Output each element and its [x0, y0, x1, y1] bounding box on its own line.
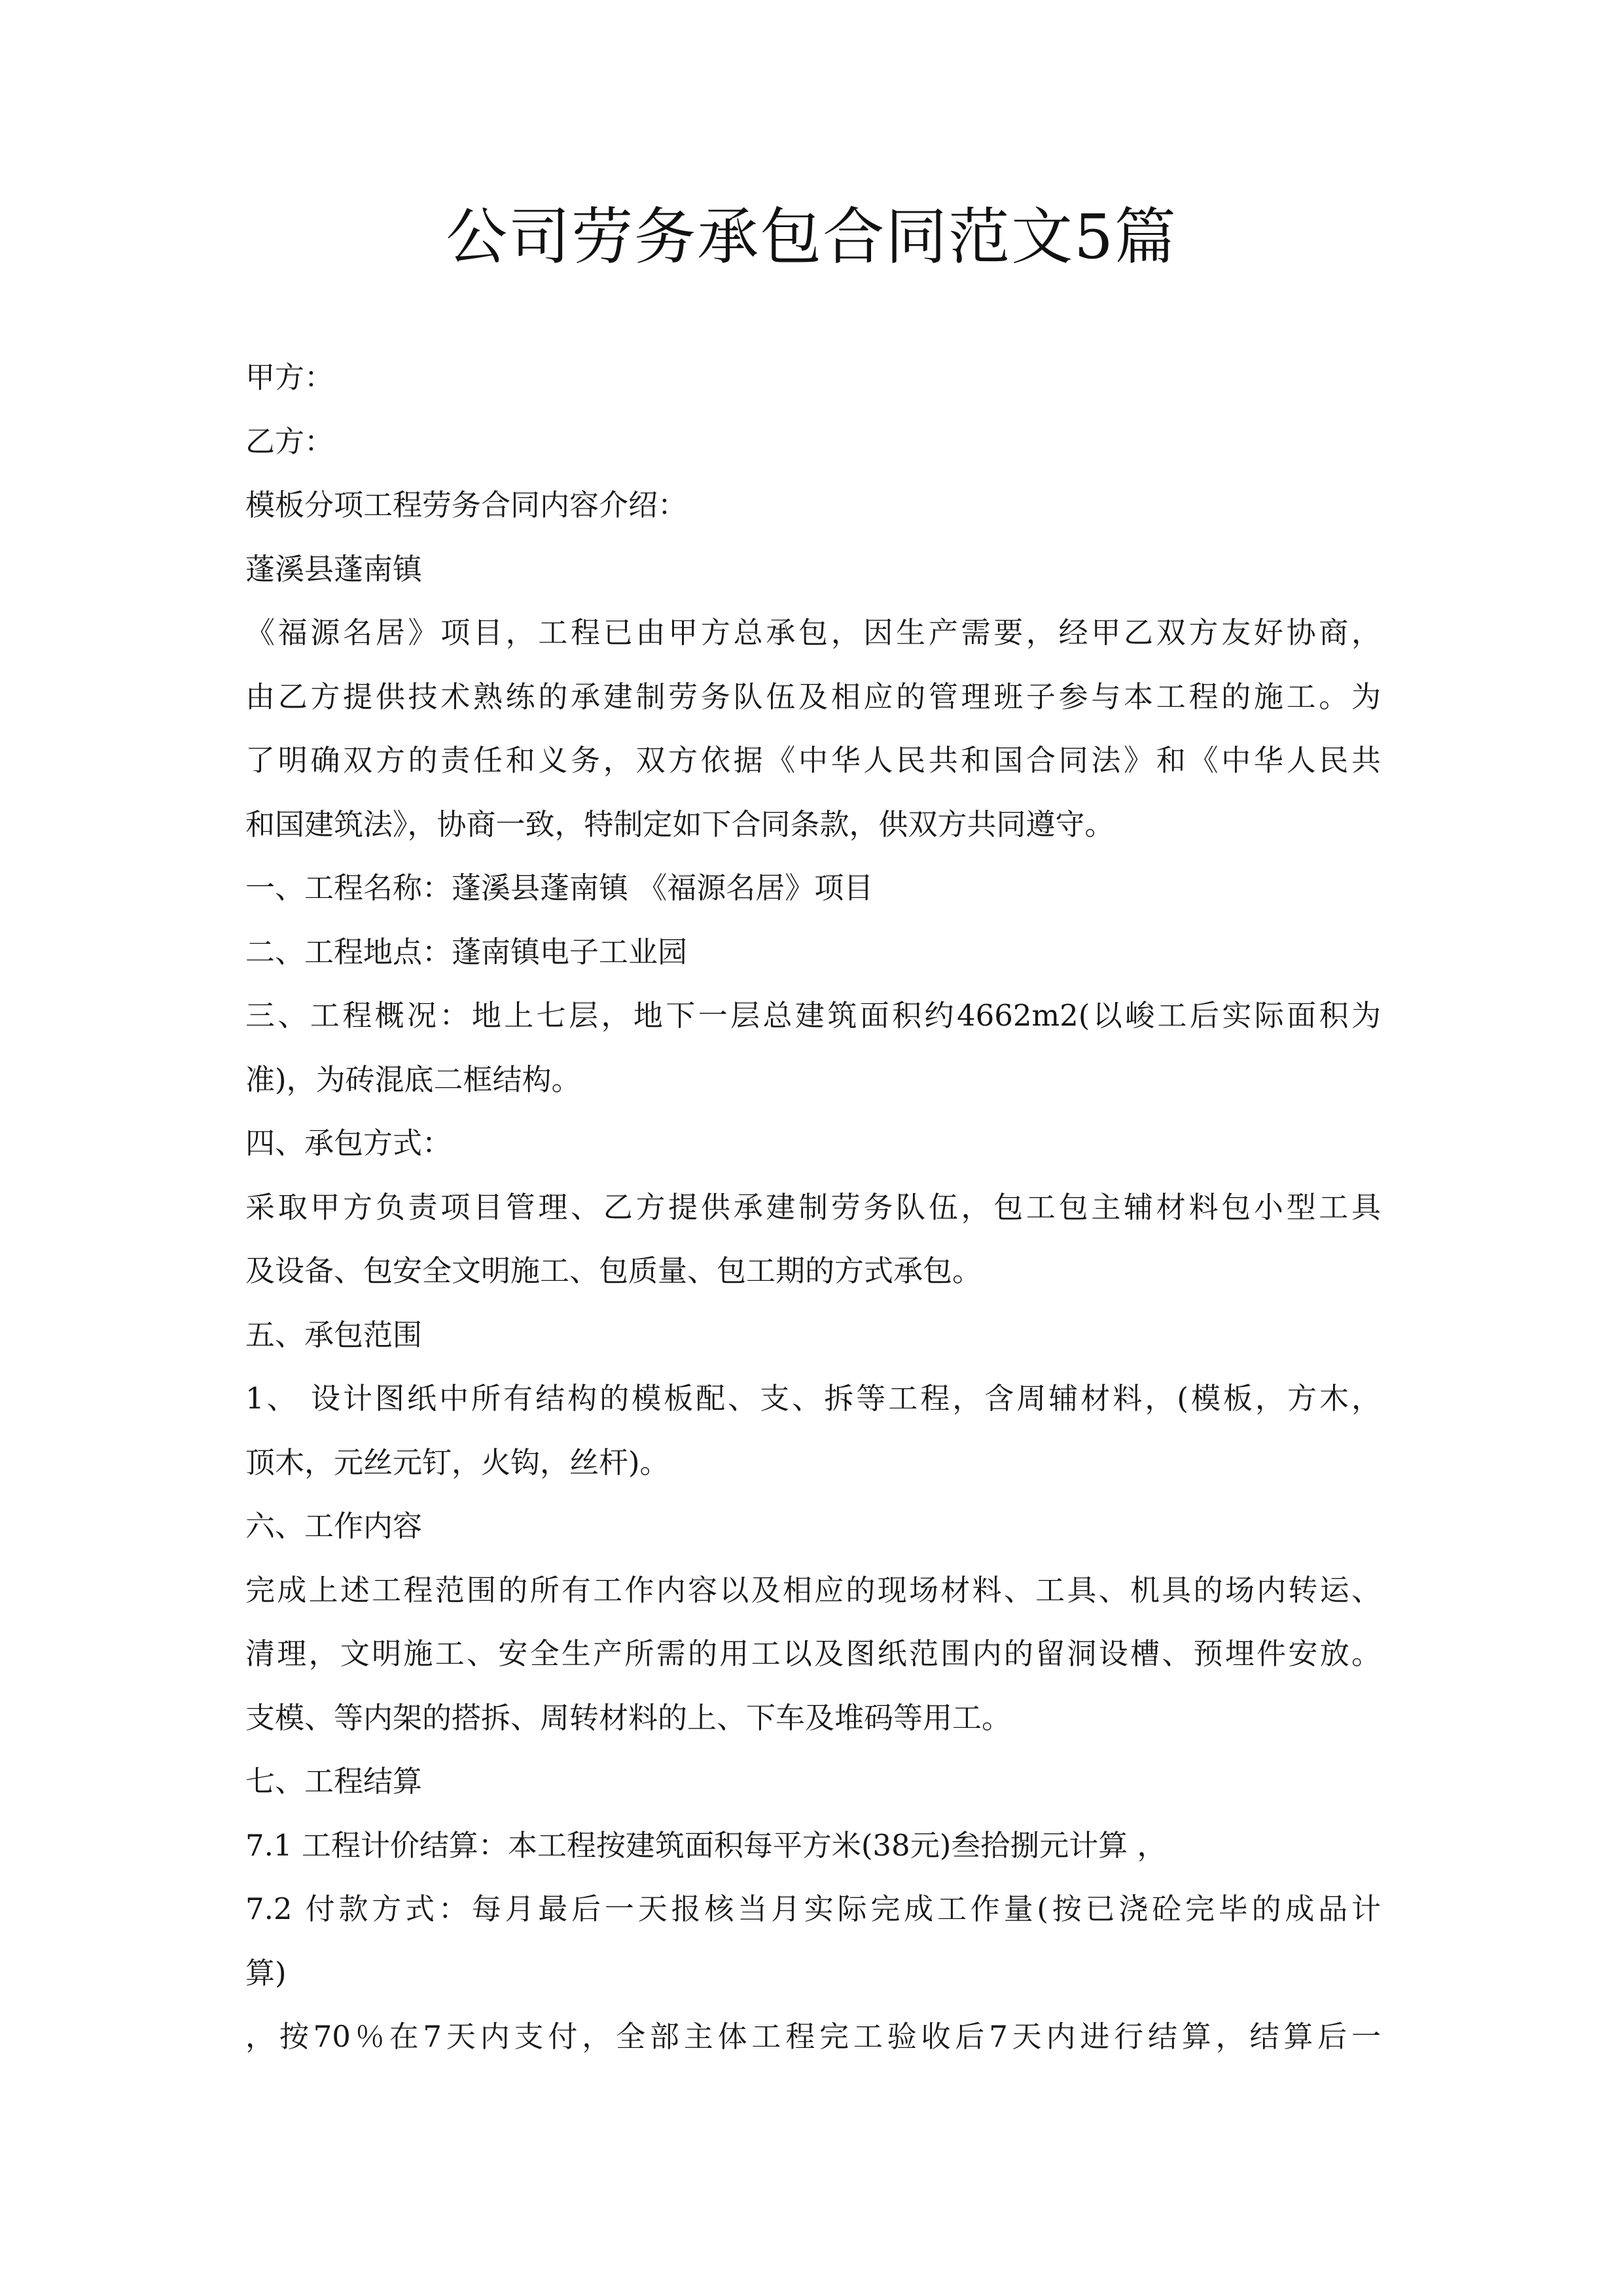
text-line-party-a: 甲方：: [245, 360, 334, 395]
text-line-paragraph: 和国建筑法》，协商一致，特制定如下合同条款，供双方共同遵守。: [245, 806, 1115, 842]
text-line-clause-7-2: 7.2 付款方式：每月最后一天报核当月实际完成工作量(按已浇砼完毕的成品计: [245, 1892, 1381, 1926]
text-line-party-b: 乙方：: [245, 423, 334, 459]
text-line-clause-6: 六、工作内容: [245, 1509, 423, 1543]
page-title: 公司劳务承包合同范文5篇: [446, 202, 1177, 273]
text-line-clause-4-body: 采取甲方负责项目管理、乙方提供承建制劳务队伍，包工包主辅材料包小型工具: [245, 1189, 1381, 1225]
text-line-clause-5: 五、承包范围: [245, 1317, 423, 1352]
text-line-clause-4-body-cont: 及设备、包安全文明施工、包质量、包工期的方式承包。: [245, 1253, 982, 1288]
text-line-clause-4: 四、承包方式：: [245, 1126, 452, 1160]
text-line-clause-6-body-cont: 支模、等内架的搭拆、周转材料的上、下车及堆码等用工。: [245, 1700, 1012, 1735]
text-line-intro-heading: 模板分项工程劳务合同内容介绍：: [245, 488, 688, 522]
text-line-clause-5-item-cont: 顶木，元丝元钉，火钩，丝杆)。: [245, 1444, 669, 1480]
text-line-paragraph: 由乙方提供技术熟练的承建制劳务队伍及相应的管理班子参与本工程的施工。为: [245, 679, 1381, 714]
text-line-clause-5-item: 1、 设计图纸中所有结构的模板配、支、拆等工程，含周辅材料，(模板，方木，: [245, 1381, 1381, 1416]
text-line-clause-3: 三、工程概况：地上七层，地下一层总建筑面积约4662m2(以峻工后实际面积为: [245, 998, 1381, 1033]
text-line-paragraph: 了明确双方的责任和义务，双方依据《中华人民共和国合同法》和《中华人民共: [245, 743, 1381, 778]
text-line-clause-6-body: 完成上述工程范围的所有工作内容以及相应的现场材料、工具、机具的场内转运、: [245, 1572, 1381, 1607]
text-line-clause-1: 一、工程名称：蓬溪县蓬南镇 《福源名居》项目: [245, 870, 874, 905]
text-line-clause-7-2-cont: 算): [245, 1955, 287, 1990]
text-line-clause-2: 二、工程地点：蓬南镇电子工业园: [245, 934, 688, 969]
text-line-clause-3-cont: 准)，为砖混底二框结构。: [245, 1062, 581, 1097]
text-line-clause-7-2-cont: ，按70％在7天内支付，全部主体工程完工验收后7天内进行结算，结算后一: [245, 2019, 1381, 2054]
document-body: [245, 346, 1381, 2069]
text-line-clause-7: 七、工程结算: [245, 1764, 423, 1799]
text-line-paragraph: 《福源名居》项目，工程已由甲方总承包，因生产需要，经甲乙双方友好协商，: [245, 615, 1381, 650]
text-line-clause-7-1: 7.1 工程计价结算：本工程按建筑面积每平方米(38元)叁拾捌元计算 ，: [245, 1827, 1167, 1863]
text-line-clause-6-body: 清理，文明施工、安全生产所需的用工以及图纸范围内的留洞设槽、预埋件安放。: [245, 1636, 1381, 1671]
text-line-location: 蓬溪县蓬南镇: [245, 551, 423, 586]
